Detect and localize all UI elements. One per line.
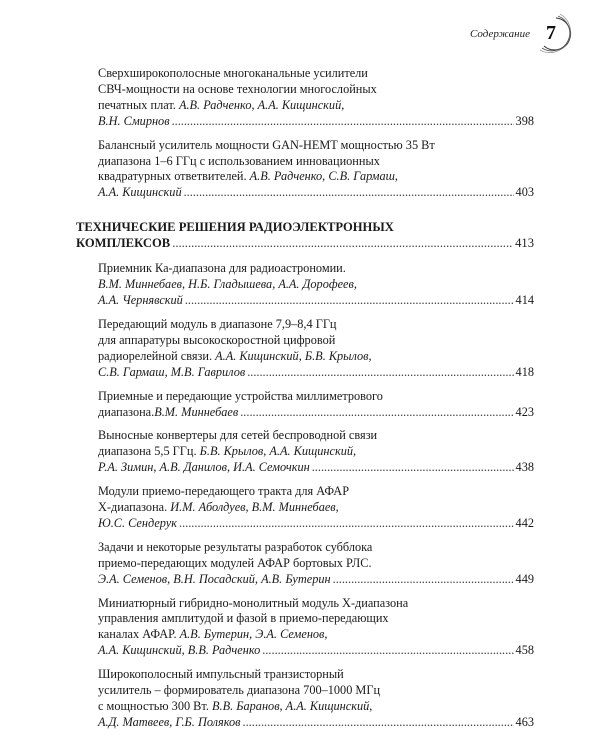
entry-authors: А.А. Чернявский: [98, 293, 183, 308]
entry-last-line: [98, 572, 534, 588]
leader-dots: [312, 460, 514, 476]
entry-title-line: Миниатюрный гибридно-монолитный модуль Х-диапазона: [98, 595, 409, 610]
entry-authors: А.В. Радченко, С.В. Гармаш,: [249, 169, 398, 184]
entry-last-line: [98, 643, 534, 659]
entry-title-line: [98, 500, 534, 516]
leader-dots: [240, 405, 513, 421]
entry-title-text: диапазона.: [98, 404, 155, 419]
toc-entry[interactable]: [76, 66, 534, 130]
entry-page-number: 463: [515, 714, 534, 729]
entry-title-line: [98, 699, 534, 715]
entry-authors: В.М. Миннебаев, Н.Б. Гладышева, А.А. Дорофеев,: [98, 277, 357, 292]
entry-authors: Б.В. Крылов, А.А. Кищинский,: [199, 444, 357, 459]
toc-entry[interactable]: [76, 484, 534, 532]
entry-title-text: каналах АФАР.: [98, 627, 180, 642]
page-number-badge: [534, 12, 578, 56]
entry-authors: Р.А. Зимин, А.В. Данилов, И.А. Семочкин: [98, 460, 310, 475]
entry-title-line: [98, 444, 534, 460]
entry-page-number: 442: [515, 515, 534, 530]
entry-authors: А.В. Бутерин, Э.А. Семенов,: [179, 627, 328, 642]
toc-entry[interactable]: [76, 138, 534, 202]
toc-entry[interactable]: [76, 428, 534, 476]
leader-dots: [172, 235, 513, 251]
entry-title-line: усилитель – формирователь диапазона 700–1000 МГц: [98, 683, 381, 698]
entry-authors: И.М. Аболдуев, В.М. Миннебаев,: [170, 500, 339, 515]
entry-title-line: диапазона 1–6 ГГц с использованием инновационных: [98, 153, 380, 168]
entry-page-number: 423: [515, 404, 534, 419]
entry-authors: В.Н. Смирнов: [98, 113, 170, 128]
entry-authors: А.В. Радченко, А.А. Кищинский,: [178, 97, 345, 112]
entry-page-number: 398: [515, 113, 534, 128]
entry-authors: А.А. Кищинский: [98, 185, 182, 200]
entry-last-line: [98, 365, 534, 381]
entry-title-line: Широкополосный импульсный транзисторный: [98, 667, 344, 682]
entry-title-text: радиорелейной связи.: [98, 348, 216, 363]
running-header: Содержание: [469, 28, 530, 40]
leader-dots: [179, 516, 514, 532]
leader-dots: [184, 185, 514, 201]
section-heading[interactable]: [76, 219, 534, 251]
section-title-line: ТЕХНИЧЕСКИЕ РЕШЕНИЯ РАДИОЭЛЕКТРОННЫХ: [76, 220, 394, 235]
entry-last-line: [98, 114, 534, 130]
entry-page-number: 458: [515, 643, 534, 658]
toc-entry[interactable]: [76, 667, 534, 731]
entry-authors: С.В. Гармаш, М.В. Гаврилов: [98, 364, 246, 379]
page-number: 7: [546, 22, 556, 44]
toc-entry[interactable]: [76, 317, 534, 381]
entry-page-number: 414: [515, 293, 534, 308]
section-title-line: КОМПЛЕКСОВ: [76, 236, 171, 251]
entry-title-text: квадратурных ответвителей.: [98, 169, 250, 184]
entry-page-number: 449: [515, 571, 534, 586]
entry-last-line: [98, 293, 534, 309]
entry-authors: В.В. Баранов, А.А. Кищинский,: [212, 699, 373, 713]
leader-dots: [247, 365, 513, 381]
entry-page-number: 438: [515, 460, 534, 475]
entry-title-line: [98, 349, 534, 365]
table-of-contents: [76, 66, 534, 739]
leader-dots: [262, 643, 513, 659]
entry-title-line: Модули приемо-передающего тракта для АФАР: [98, 484, 350, 499]
entry-last-line: [98, 185, 534, 201]
entry-page-number: 418: [515, 364, 534, 379]
entry-title-line: СВЧ-мощности на основе технологии многослойных: [98, 81, 377, 96]
entry-authors: А.Д. Матвеев, Г.Б. Поляков: [98, 714, 241, 729]
entry-title-text: диапазона 5,5 ГГц.: [98, 444, 200, 459]
entry-title-line: Приемник Ка-диапазона для радиоастрономии.: [98, 261, 346, 276]
entry-last-line: [98, 405, 534, 421]
section-last-line: [76, 235, 534, 251]
entry-last-line: [98, 715, 534, 731]
leader-dots: [185, 293, 514, 309]
entry-authors: Ю.С. Сендерук: [98, 515, 177, 530]
entry-last-line: [98, 460, 534, 476]
entry-title-line: [98, 627, 534, 643]
entry-authors: Э.А. Семенов, В.Н. Посадский, А.В. Бутерин: [98, 571, 331, 586]
leader-dots: [172, 114, 514, 130]
entry-page-number: 403: [515, 185, 534, 200]
toc-entry[interactable]: [76, 261, 534, 309]
entry-title-line: приемо-передающих модулей АФАР бортовых РЛС.: [98, 555, 372, 570]
leader-dots: [333, 572, 514, 588]
entry-title-line: Балансный усилитель мощности GAN-HEMT мощностью 35 Вт: [98, 137, 435, 152]
leader-dots: [243, 715, 514, 731]
section-page-number: 413: [515, 236, 534, 251]
entry-title-text: Х-диапазона.: [98, 500, 171, 515]
entry-title-line: Приемные и передающие устройства миллиметрового: [98, 388, 383, 403]
entry-title-text: с мощностью 300 Вт.: [98, 699, 212, 713]
entry-title-text: печатных плат.: [98, 97, 179, 112]
entry-authors: А.А. Кищинский, В.В. Радченко: [98, 643, 261, 658]
entry-title-line: Задачи и некоторые результаты разработок субблока: [98, 539, 373, 554]
entry-authors: А.А. Кищинский, Б.В. Крылов,: [215, 348, 372, 363]
entry-title-line: для аппаратуры высокоскоростной цифровой: [98, 332, 336, 347]
toc-entry[interactable]: [76, 540, 534, 588]
entry-authors: В.М. Миннебаев: [154, 404, 239, 419]
entry-title-line: Сверхширокополосные многоканальные усилители: [98, 66, 368, 80]
toc-entry[interactable]: [76, 389, 534, 421]
entry-title-line: Выносные конвертеры для сетей беспроводной связи: [98, 428, 378, 443]
toc-entry[interactable]: [76, 596, 534, 660]
entry-title-line: [98, 98, 534, 114]
entry-title-line: Передающий модуль в диапазоне 7,9–8,4 ГГц: [98, 316, 337, 331]
entry-last-line: [98, 516, 534, 532]
entry-title-line: управления амплитудой и фазой в приемо-передающих: [98, 611, 389, 626]
entry-title-line: [98, 169, 534, 185]
